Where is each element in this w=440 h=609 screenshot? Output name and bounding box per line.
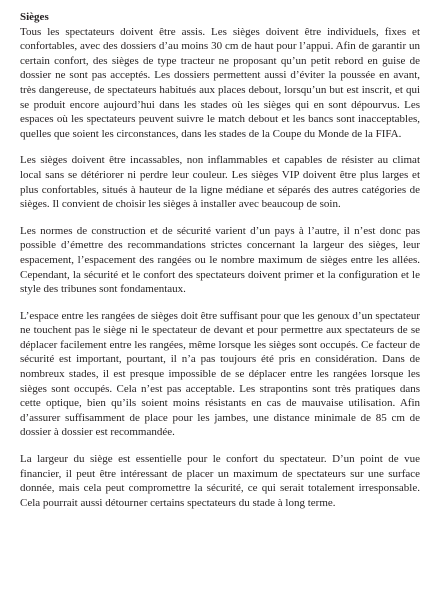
paragraph-3: Les normes de construction et de sécurité varient d’un pays à l’autre, il n’est donc pas possible d’émettre des recommandations strictes concernant la largeur des sièges, leur espacement, l’espacement des rangées ou le nombre maximum de sièges entre les allées. Cependant, la sécurité et le confort des spectateurs doivent primer et la configuration et le style des tribunes sont fondamentaux. (20, 224, 420, 296)
section-heading: Sièges (20, 11, 49, 23)
paragraph-5: La largeur du siège est essentielle pour le confort du spectateur. D’un point de vue financier, il peut être intéressant de placer un maximum de spectateurs sur une surface donnée, mais cela peut compromettre la sécurité, ce qui serait totalement irresponsable. Cela pourrait aussi détourner certains spectateurs du stade à long terme. (20, 453, 420, 509)
paragraph-2: Les sièges doivent être incassables, non inflammables et capables de résister au climat local sans se détériorer ni perdre leur couleur. Les sièges VIP doivent être plus larges et plus confortables, situés à hauteur de la ligne médiane et séparés des autres catégories de sièges. Il convient de choisir les sièges à installer avec beaucoup de soin. (20, 154, 420, 211)
paragraph-4: L’espace entre les rangées de sièges doit être suffisant pour que les genoux d’un spectateur ne touchent pas le siège ni le spectateur de devant et pour permettre aux spectateurs de se déplacer facilement entre les rangées, même lorsque les sièges sont occupés. Ce facteur de sécurité est important, pourtant, il n’a pas toujours été pris en considération. Dans de nombreux stades, il est presque impossible de se déplacer entre les rangées lorsque les sièges sont occupés. Cela n’est pas acceptable. Les strapontins sont très pratiques dans cette optique, bien qu’ils soient moins résistants en cas de mauvaise utilisation. Afin d’assurer suffisamment de place pour les jambes, une distance minimale de 85 cm de dossier à dossier est recommandée. (20, 309, 420, 439)
document-page (20, 10, 420, 522)
paragraph-1: Tous les spectateurs doivent être assis. Les sièges doivent être individuels, fixes et confortables, avec des dossiers d’au moins 30 cm de haut pour l’appui. Afin de garantir un certain confort, des sièges de type tracteur ne proposant qu’un petit rebord en guise de dossier ne sont pas acceptés. Les dossiers permettent aussi d’éviter la poussée en avant, très dangereuse, de spectateurs habitués aux places debout, lorsqu’un but est inscrit, et qui se produit encore aujourd’hui dans les stades où les sièges qui en sont dépourvus. Les espaces où les spectateurs peuvent suivre le match debout et les bancs sont inacceptables, quelles que soient les circonstances, dans les stades de la Coupe du Monde de la FIFA. (20, 25, 420, 140)
